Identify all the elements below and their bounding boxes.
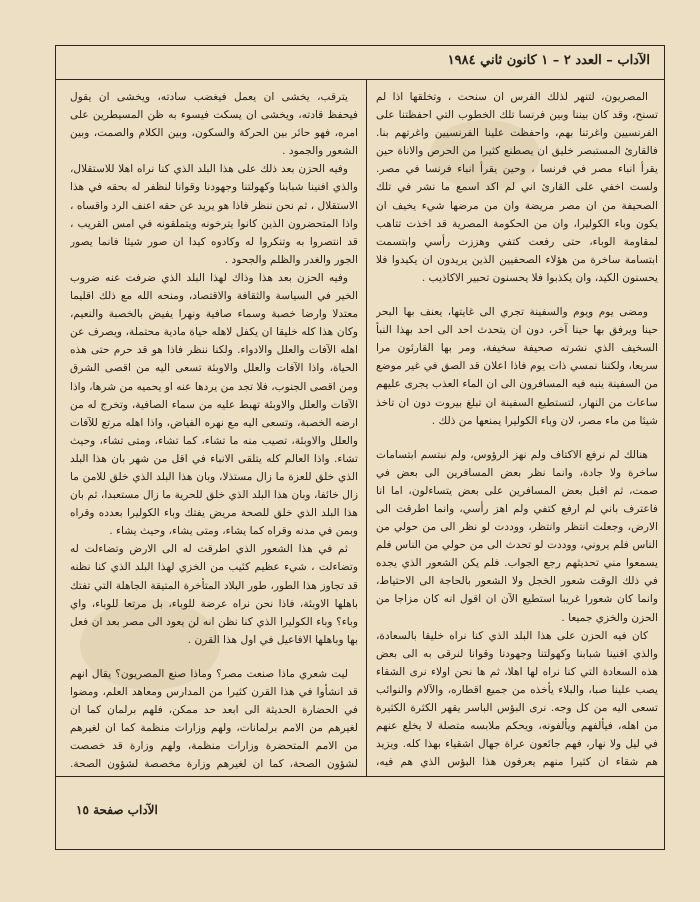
paragraph: وفيه الحزن بعد هذا وذاك لهذا البلد الذي ضرفت عنه ضروب الخير في السياسة والثقافة والاقتصاد، ومنحه الله مع ذلك اقليما معتدلا وارضا خصبة وسماء صافية ونهرا يفيض بالخصبة والنعيم، وكان هذا كله خليقا ان يكفل لاهله حياة مادية محتملة، ويصرف عن اهله الآفات والعلل والادواء. ولكنا ننظر فاذا هو قد حرم حتى هذه الحياة، واذا الآفات والعلل والاوبئة تسعى اليه من اقصى الشرق ومن اقصى الجنوب، فلا تجد من يردها عنه او يحميه من شرها، واذا الآفات والعلل والاوبئة تهبط عليه من سماء الصافية، وتخرج له من ارضه الخصبة، وتسعى اليه مع نهره الفياض، واذا اهله مرتع للآفات والعلل والاوبئة، تصيب منه ما تشاء، كما تشاء، ومتى تشاء، وحيث تشاء. واذا العالم كله يتلقى الانباء في اقل من شهر بان هذا البلد الذي خلق للعزة ما زال مستذلا، وبان هذا البلد الذي خلق للامن ما زال خائفا، وبان هذا البلد الذي خلق للحرية ما زال مستعبدا، ثم بان هذا البلد الذي خلق للصحة مريض يفتك وباء الكوليرا بعدده وقراه وبمن في مدنه وقراه كما يشاء، ومتى يشاء، وحيث يشاء . (70, 271, 358, 538)
paragraph: ثم في هذا الشعور الذي اطرقت له الى الارض وتضاءلت له وتضاءلت ، شيء عظيم كئيب من الخزي لهذا البلد الذي كنا نظنه قد تجاوز هذا الطور، طور البلاد المتأخرة المتيقة الجاهلة التي تفتك باهلها الاوبئة، فاذا نحن نراه عرضة للوباء، بل مرتعا للوباء، واي وباء؟ وباء الكوليرا الذي كنا نظن انه لن يعود الى مصر بعد ان فعل بها وباهلها الافاعيل في اول هذا القرن . (70, 543, 358, 646)
paragraph: كان فيه الحزن على هذا البلد الذي كنا نراه خليقا بالسعادة، والذي افنينا شبابنا وكهولتنا وجهودنا وقوانا لنرقى به الى بعض هذه السعادة التي كنا نراه لها اهلا، ثم ها نحن اولاء نرى الشقاء يصب علينا صبا، والبلاء يأخذه من جميع اقطاره، والآلام والنوائب تسعى اليه من كل وجه. نرى البؤس الباسر يقهر الكثرة الكثيرة من اهله، فيألفهم ويألفونه، ويحكم ملابسه متصلة لا يخلع عنهم في ليل ولا نهار، فهم جائعون عراة جهال اشقياء بهذا كله. ويزيد هم شقاء ان كثيرا منهم يعرفون هذا البؤس الذي هم فيه، (376, 629, 658, 769)
paragraph: ومضى يوم ويوم والسفينة تجري الى غايتها، يعنف بها البحر حينا ويرفق بها حينا آخر، دون ان يتحدث احد الى احد بهذا النبأ السخيف الذي نشرته صحيفة سخيفة، ومر بها القارئون مرا سريعا، ولكننا نمسي ذات يوم فاذا اعلان قد الصق في غير موضع من السفينة ينبه فيه المسافرون الى ان الماء العذب يجرى عليهم ساعات من النهار، لتستطيع السفينة ان تبلغ بيروت دون ان تاخذ شيئا من ماء مصر، لان وباء الكوليرا يمنعها من ذلك . (376, 306, 658, 427)
header-title: الآداب – العدد ٢ – ١ كانون ثاني ١٩٨٤ (447, 53, 650, 68)
running-header (56, 46, 664, 80)
paragraph: ليت شعري ماذا صنعت مصر؟ وماذا صنع المصريون؟ يقال انهم قد انشأوا في هذا القرن كثيرا من المدارس ومعاهد العلم، ومضوا في الحضارة الحديثة الى ابعد حد ممكن، فلهم برلمان كما ان لغيرهم من الامم برلمانات، ولهم وزارات منظمة كما ان لغيرهم من الامم المتحضرة وزارات منظمة، ولهم وزارة قد خصصت لشؤون الصحة، كما ان لغيرهم وزارة مخصصة لشؤون الصحة. (70, 667, 358, 771)
page-number-label: الآداب صفحة ١٥ (76, 803, 158, 817)
text-column-left (70, 88, 358, 773)
paragraph: يترقب، يخشى ان يعمل فيغضب سادته، ويخشى ان يقول فيحفظ قادته، ويخشى ان يسكت فيسوء به ظن المسيطرين على امره، فهو حائر بين الحركة والسكون، وبين الكلام والصمت، وبين الشعور والجمود . (70, 91, 358, 158)
paragraph: وفيه الحزن بعد ذلك على هذا البلد الذي كنا نراه اهلا للاستقلال، والذي افنينا شبابنا وكهولتنا وجهودنا وقوانا لنظفر له بحقه في هذا الاستقلال ، ثم نحن ننظر فاذا هو يريد عن حقه اعنف الرد واقساه ، واذا المتحضرون الذين كانوا يترخونه ويتملقونه في امس القريب ، قد انتصروا به وتنكروا له وكادوه كيدا ان صور شيئا فانما يصور الجور والغدر والظلم والجحود . (70, 163, 358, 266)
page-footer (56, 777, 664, 849)
paragraph: المصريون، لتنهر لذلك الفرس ان سنحت ، وتخلقها اذا لم تسنح، وقد كان بيننا وبين فرنسا تلك الخطوب التي احفظتنا على الفرنسيين واغرتنا بهم، واحفظت علينا الفرنسيين واغرتهم بنا. فالقارئ المستبصر خليق ان يصطنع كثيرا من الحرص والاناة حين يقرأ انباء مصر في فرنسا ، وحين يقرأ انباء فرنسا في مصر. ولست اخفي على القارئ اني لم اكد اسمع ما نشر في تلك الصحيفة من ان مصر مريضة وان من مرضها شيء يخيف ان يكون وباء الكوليرا، وان من الحكومة المصرية قد اخذت تتاهب لمقاومة الوباء، حتى رفعت كتفي وهززت رأسي وابتسمت ابتسامة ساخرة من هؤلاء الصحفيين الذين يريدون ان يكيدوا فلا يحسنون الكيد، وان يكذبوا فلا يحسنون تحبير الاكاذيب . (376, 91, 658, 284)
column-divider (366, 80, 367, 776)
page-frame (55, 45, 665, 850)
text-column-right (376, 88, 658, 773)
paragraph: هنالك لم نرفع الاكتاف ولم نهز الرؤوس، ولم نبتسم ابتسامات ساخرة ولا جادة، وانما نظر بعض المسافرين الى بعض في صمت، ثم اقبل بعض المسافرين على بعض يتساءلون، اما انا فاعترف باني لم ارفع كتفي ولم اهز رأسي، وانما اطرقت الى الارض، وجعلت انتظر وانتظر، ووددت لو نظر الى من حولي من الناس فلم يروني، ووددت لو تحدث الى من حولي من الناس فلم يسمعوا مني تحديثهم رجع الجواب. فلم يكن الشعور الذي يجده في ذلك الوقت شعور الخجل ولا الشعور بالحاجة الى الاحتياط، وانما كان شعورا غريبا استطيع الآن ان اقول انه كان مزاجا من الحزن والخزي جميعا . (376, 448, 658, 624)
